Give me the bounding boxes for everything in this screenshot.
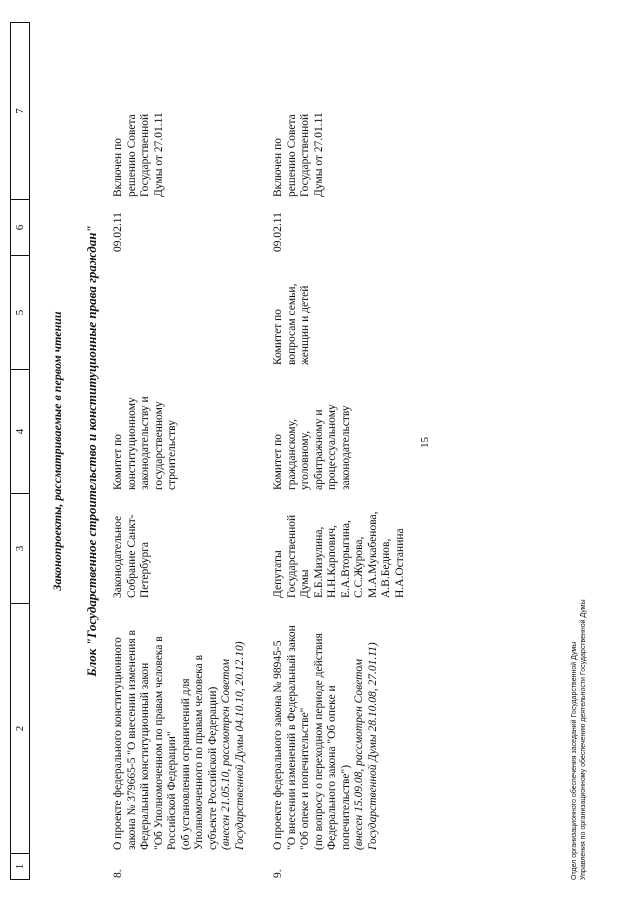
committee-line: Комитет по — [272, 434, 284, 490]
bill-note-line: (внесен 21.05.10, рассмотрен Советом — [220, 658, 232, 850]
initiator-line: Депутаты — [272, 550, 284, 598]
column-header-6: 6 — [11, 200, 29, 256]
bill-note-line: (внесен 15.09.08, рассмотрен Советом — [353, 658, 365, 850]
decision-line: Государственной — [299, 113, 311, 197]
rotated-page-content — [10, 10, 590, 880]
co-committee-line: женщин и детей — [299, 285, 311, 365]
committee-line: арбитражному и — [312, 409, 325, 490]
column-header-row — [10, 22, 30, 880]
decision — [272, 87, 326, 197]
column-header-1: 1 — [11, 854, 29, 880]
row-number: 8. — [112, 869, 124, 878]
column-header-2: 2 — [11, 604, 29, 854]
initiator — [272, 498, 407, 598]
committee-line: законодательству — [339, 405, 352, 490]
co-committee — [272, 260, 313, 365]
decision-line: решению Совета — [285, 114, 298, 197]
bill-title-line: "О внесении изменений в Федеральный закон — [285, 625, 298, 850]
decision-line: Включен по — [112, 138, 124, 197]
bill-description — [272, 610, 380, 850]
bill-title-line: закона № 379665-5 "О внесении изменения в — [125, 630, 138, 850]
responsible-committee — [112, 380, 180, 490]
bill-title-line: субъекте Российской Федерации) — [206, 686, 219, 850]
bill-title-line: попечительстве") — [339, 764, 352, 850]
co-committee-line: вопросам семьи, — [285, 283, 298, 365]
column-header-5: 5 — [11, 256, 29, 370]
initiator-line: С.С.Журова, — [353, 536, 365, 598]
initiator-line: Е.Б.Мизулина, — [312, 526, 325, 598]
block-title: Блок "Государственное строительство и конституционные права граждан" — [84, 225, 99, 677]
bill-title-line: Уполномоченного по правам человека в — [193, 654, 205, 850]
committee-line: процессуальному — [326, 404, 338, 490]
section-title: Законопроекты, рассматриваемые в первом чтении — [50, 311, 64, 591]
bill-title-line: "Об Уполномоченном по правам человека в — [152, 636, 165, 850]
page-number: 15 — [419, 437, 431, 448]
committee-line: законодательству и — [139, 396, 151, 490]
column-header-3: 3 — [11, 494, 29, 604]
decision-line: Включен по — [272, 138, 284, 197]
bill-title-line: (по вопросу о переходном периоде действия — [312, 633, 325, 850]
bill-note-line: Государственной Думы 04.10.10, 20.12.10) — [233, 641, 246, 850]
initiator-line: Е.А.Вторыгина, — [339, 520, 352, 598]
bill-title-line: О проекте федерального конституционного — [112, 637, 124, 850]
column-header-7: 7 — [11, 22, 29, 200]
initiator-line: Думы — [299, 569, 311, 598]
bill-note-line: Государственной Думы 28.10.08, 27.01.11) — [366, 642, 379, 850]
committee-line: конституционному — [125, 397, 138, 490]
bill-title-line: "Об опеке и попечительстве" — [299, 707, 311, 850]
row-number: 9. — [272, 869, 284, 878]
decision-line: Думы от 27.01.11 — [312, 112, 325, 197]
committee-line: Комитет по — [112, 434, 124, 490]
footer — [570, 180, 588, 880]
responsible-committee — [272, 380, 353, 490]
initiator — [112, 498, 153, 598]
initiator-line: М.А.Мукабенова, — [366, 511, 379, 598]
initiator-line: Законодательное — [112, 515, 124, 598]
committee-line: гражданскому, — [285, 418, 298, 490]
date: 09.02.11 — [272, 212, 284, 252]
initiator-line: Н.А.Останина — [393, 528, 406, 598]
initiator-line: А.В.Беднов, — [380, 538, 392, 598]
initiator-line: Государственной — [285, 514, 298, 598]
footer-line: Отдел организационного обеспечения заседаний Государственной Думы — [571, 641, 578, 880]
initiator-line: Петербурга — [139, 541, 151, 598]
co-committee-line: Комитет по — [272, 309, 284, 365]
footer-line: Управления по организационному обеспечению деятельности Государственной Думы — [580, 599, 587, 880]
decision-line: решению Совета — [125, 114, 138, 197]
date: 09.02.11 — [112, 212, 124, 252]
bill-description — [112, 610, 247, 850]
committee-line: уголовному, — [299, 430, 311, 490]
decision-line: Думы от 27.01.11 — [152, 112, 165, 197]
committee-line: строительству — [166, 420, 178, 490]
initiator-line: Н.Н.Карпович, — [326, 525, 338, 598]
column-header-4: 4 — [11, 370, 29, 494]
bill-title-line: Российской Федерации" — [166, 731, 178, 850]
bill-title-line: О проекте федерального закона № 98945-5 — [272, 640, 284, 850]
committee-line: государственному — [152, 401, 165, 490]
initiator-line: Собрание Санкт- — [125, 514, 138, 598]
decision — [112, 87, 166, 197]
bill-title-line: (об установлении ограничений для — [179, 678, 192, 850]
bill-title-line: Федеральный конституционный закон — [139, 662, 151, 850]
bill-title-line: Федерального закона "Об опеке и — [326, 685, 338, 850]
decision-line: Государственной — [139, 113, 151, 197]
